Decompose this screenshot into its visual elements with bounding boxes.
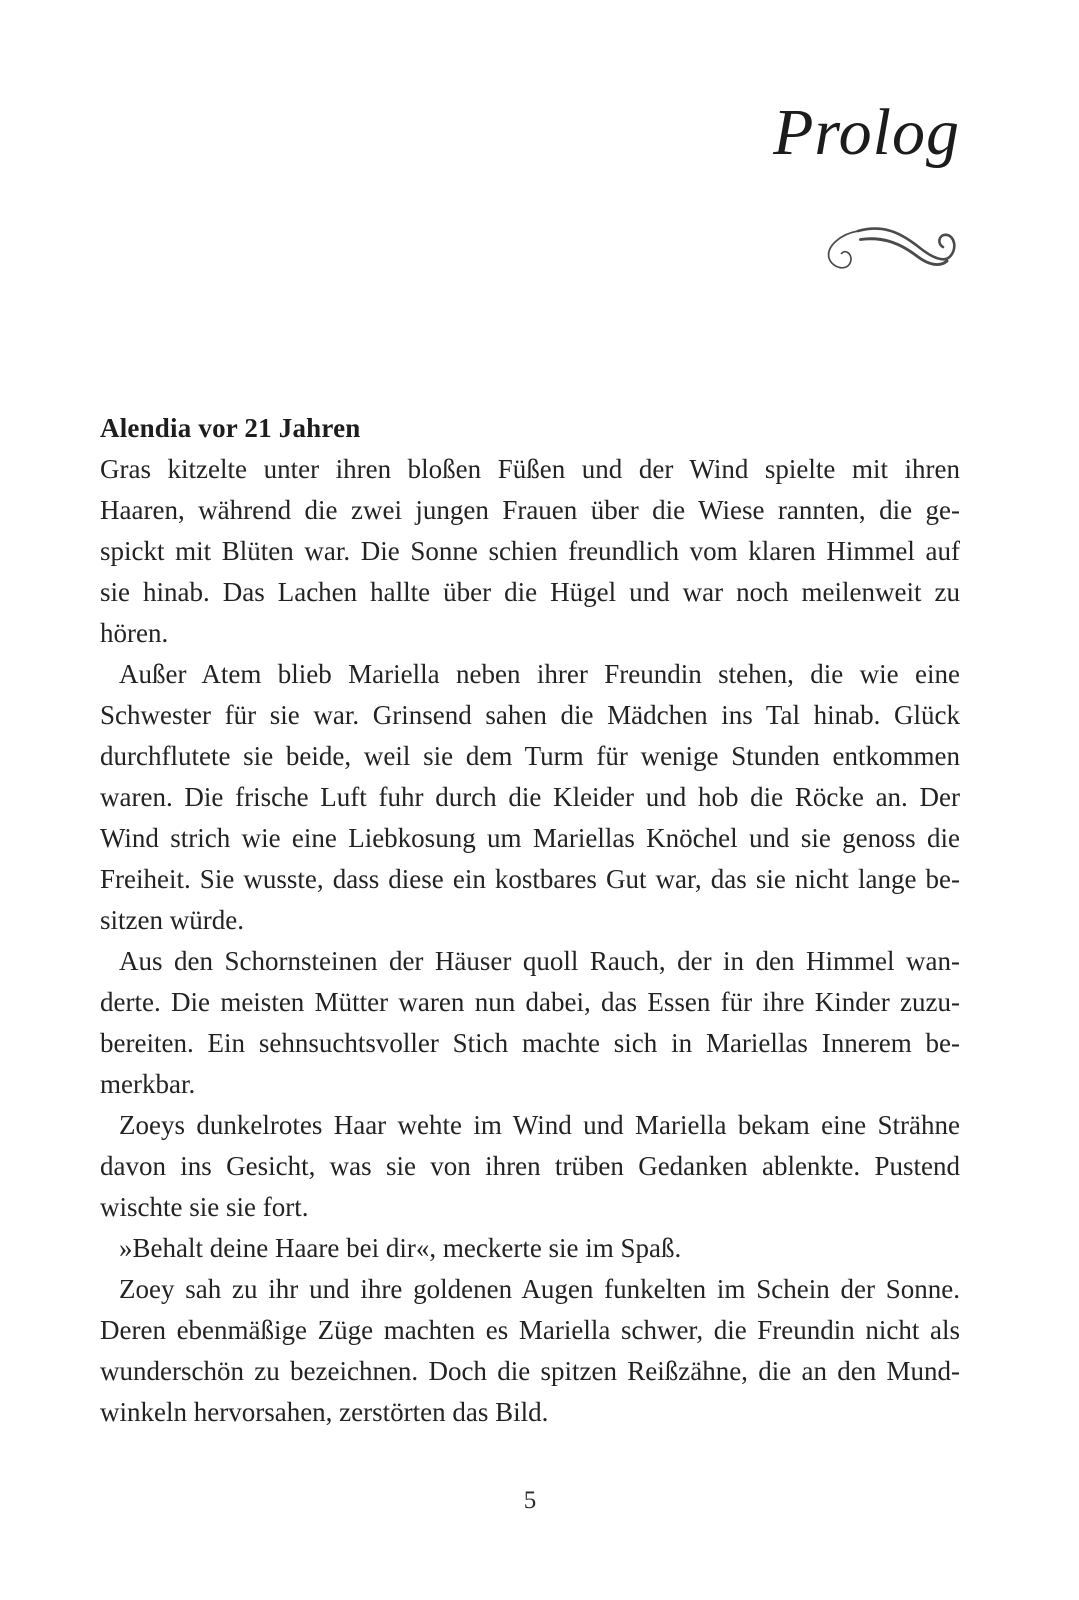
text-line: Schwester für sie war. Grinsend sahen die Mädchen ins Tal hinab. Glück [100,700,960,730]
chapter-title: Prolog [773,96,960,169]
text-line: winkeln hervorsahen, zerstörten das Bild. [100,1397,549,1427]
text-line: Aus den Schornsteinen der Häuser quoll Rauch, der in den Himmel wan- [119,946,960,976]
calligraphic-swirl-icon [801,214,957,274]
text-line: Außer Atem blieb Mariella neben ihrer Freundin stehen, die wie eine [119,659,960,689]
text-line: Gras kitzelte unter ihren bloßen Füßen und der Wind spielte mit ihren [100,454,960,484]
text-line: Freiheit. Sie wusste, dass diese ein kostbares Gut war, das sie nicht lange be- [100,864,960,894]
text-line: wunderschön zu bezeichnen. Doch die spitzen Reißzähne, die an den Mund- [100,1356,960,1386]
text-block [100,408,960,1433]
text-line: davon ins Gesicht, was sie von ihren trüben Gedanken ablenkte. Pustend [100,1151,960,1181]
text-line: Wind strich wie eine Liebkosung um Mariellas Knöchel und sie genoss die [100,823,960,853]
text-line: spickt mit Blüten war. Die Sonne schien freundlich vom klaren Himmel auf [100,536,960,566]
section-heading: Alendia vor 21 Jahren [100,413,361,443]
text-line: wischte sie sie fort. [100,1192,309,1222]
text-line: »Behalt deine Haare bei dir«, meckerte sie im Spaß. [119,1233,682,1263]
text-line: durchflutete sie beide, weil sie dem Turm für wenige Stunden entkommen [100,741,960,771]
text-line: Deren ebenmäßige Züge machten es Mariella schwer, die Freundin nicht als [100,1315,960,1345]
text-line: sitzen würde. [100,905,244,935]
page-number: 5 [523,1487,537,1514]
text-line: Haaren, während die zwei jungen Frauen über die Wiese rannten, die ge- [100,495,960,525]
text-line: Zoeys dunkelrotes Haar wehte im Wind und Mariella bekam eine Strähne [119,1110,960,1140]
text-line: bereiten. Ein sehnsuchtsvoller Stich machte sich in Mariellas Innerem be- [100,1028,960,1058]
body-text [100,449,960,1433]
text-line: sie hinab. Das Lachen hallte über die Hügel und war noch meilenweit zu [100,577,960,607]
text-line: derte. Die meisten Mütter waren nun dabei, das Essen für ihre Kinder zuzu- [100,987,960,1017]
text-line: Zoey sah zu ihr und ihre goldenen Augen funkelten im Schein der Sonne. [119,1274,960,1304]
text-line: merkbar. [100,1069,196,1099]
text-line: waren. Die frische Luft fuhr durch die Kleider und hob die Röcke an. Der [100,782,960,812]
text-line: hören. [100,618,169,648]
